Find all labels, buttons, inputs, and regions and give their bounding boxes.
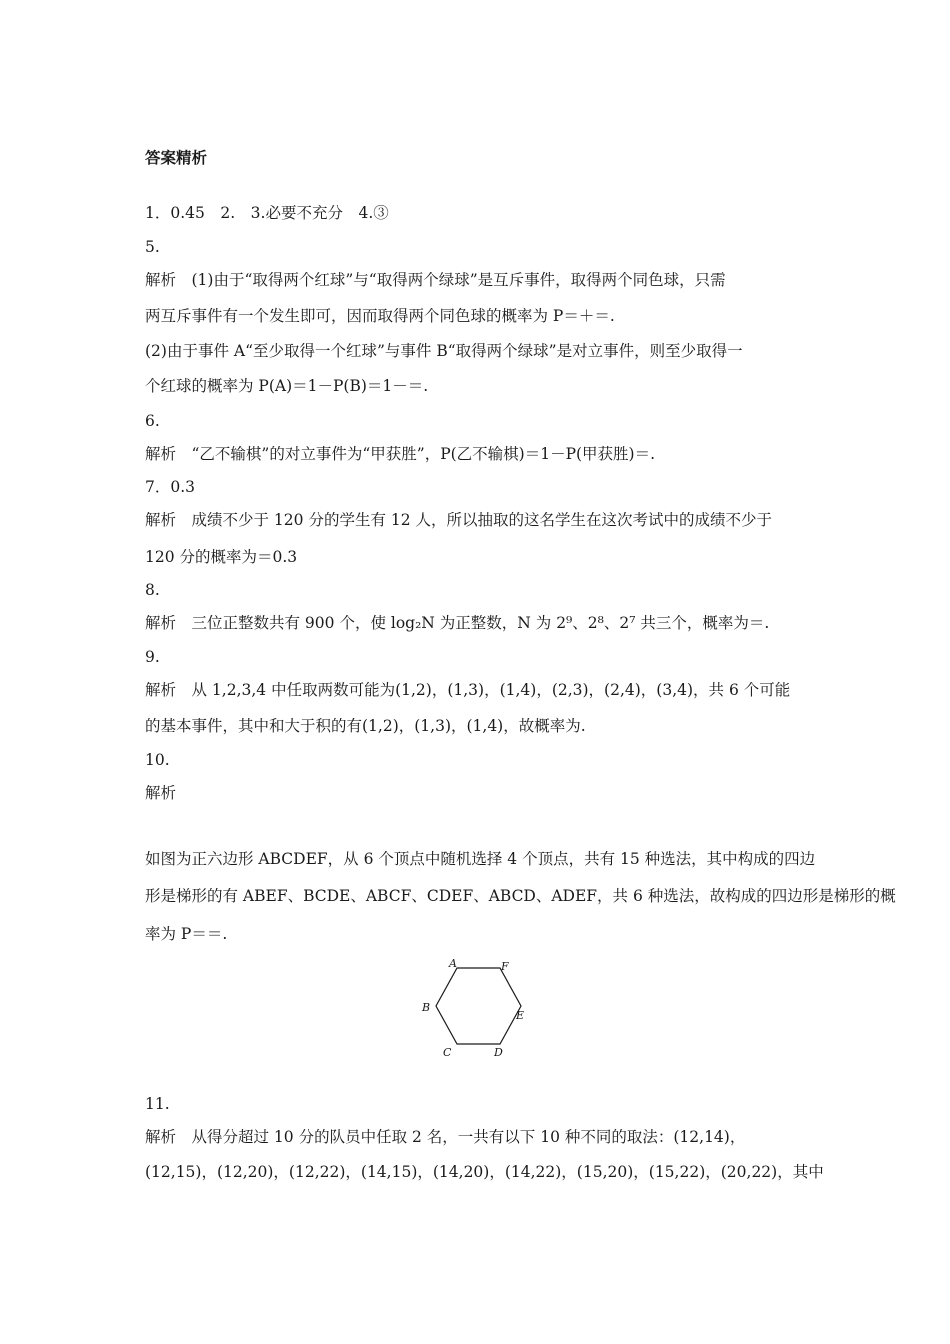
text-line: 两互斥事件有一个发生即可，因而取得两个同色球的概率为 P＝＋＝. xyxy=(145,307,615,325)
text-line: 120 分的概率为＝0.3 xyxy=(145,548,298,566)
text-line: 如图为正六边形 ABCDEF，从 6 个顶点中随机选择 4 个顶点，共有 15 种选法，其中构成的四边 xyxy=(145,850,816,868)
vertex-label-c: C xyxy=(443,1046,452,1059)
text-line: (12,15)，(12,20)，(12,22)，(14,15)，(14,20)，(14,22)，(15,20)，(15,22)，(20,22)，其中 xyxy=(145,1163,824,1181)
text-line: 解析 “乙不输棋”的对立事件为“甲获胜”，P(乙不输棋)＝1－P(甲获胜)＝. xyxy=(145,445,656,463)
text-line: 解析 (1)由于“取得两个红球”与“取得两个绿球”是互斥事件，取得两个同色球，只需 xyxy=(145,271,726,289)
vertex-label-d: D xyxy=(494,1046,503,1059)
page-heading: 答案精析 xyxy=(145,149,208,167)
hexagon-shape xyxy=(436,968,521,1044)
vertex-label-f: F xyxy=(501,960,509,973)
text-line: 解析 从 1,2,3,4 中任取两数可能为(1,2)，(1,3)，(1,4)，(2,3)，(2,4)，(3,4)，共 6 个可能 xyxy=(145,681,791,699)
text-line: 形是梯形的有 ABEF、BCDE、ABCF、CDEF、ABCD、ADEF，共 6 种选法，故构成的四边形是梯形的概 xyxy=(145,887,896,905)
text-line: 9. xyxy=(145,648,160,666)
text-line: 10. xyxy=(145,751,170,769)
text-line: 6. xyxy=(145,412,160,430)
text-line: 率为 P＝＝. xyxy=(145,925,228,943)
text-line: 解析 xyxy=(145,784,177,802)
hexagon-figure xyxy=(410,955,530,1060)
text-line: (2)由于事件 A“至少取得一个红球”与事件 B“取得两个绿球”是对立事件，则至少取得一 xyxy=(145,342,743,360)
text-line: 7．0.3 xyxy=(145,478,196,496)
vertex-label-b: B xyxy=(422,1001,431,1014)
text-line: 解析 成绩不少于 120 分的学生有 12 人，所以抽取的这名学生在这次考试中的成绩不少于 xyxy=(145,511,773,529)
vertex-label-e: E xyxy=(516,1009,525,1022)
text-line: 个红球的概率为 P(A)＝1－P(B)＝1－＝. xyxy=(145,377,429,395)
text-line: 1．0.45 2. 3.必要不充分 4.③ xyxy=(145,204,389,222)
text-line: 的基本事件，其中和大于积的有(1,2)，(1,3)，(1,4)，故概率为. xyxy=(145,717,586,735)
text-line: 解析 三位正整数共有 900 个，使 log₂N 为正整数，N 为 2⁹、2⁸、2⁷ 共三个，概率为＝. xyxy=(145,614,770,632)
text-line: 8. xyxy=(145,581,160,599)
text-line: 5. xyxy=(145,238,160,256)
text-line: 11. xyxy=(145,1095,170,1113)
vertex-label-a: A xyxy=(449,957,457,970)
text-line: 解析 从得分超过 10 分的队员中任取 2 名，一共有以下 10 种不同的取法：(12,14)， xyxy=(145,1128,746,1146)
